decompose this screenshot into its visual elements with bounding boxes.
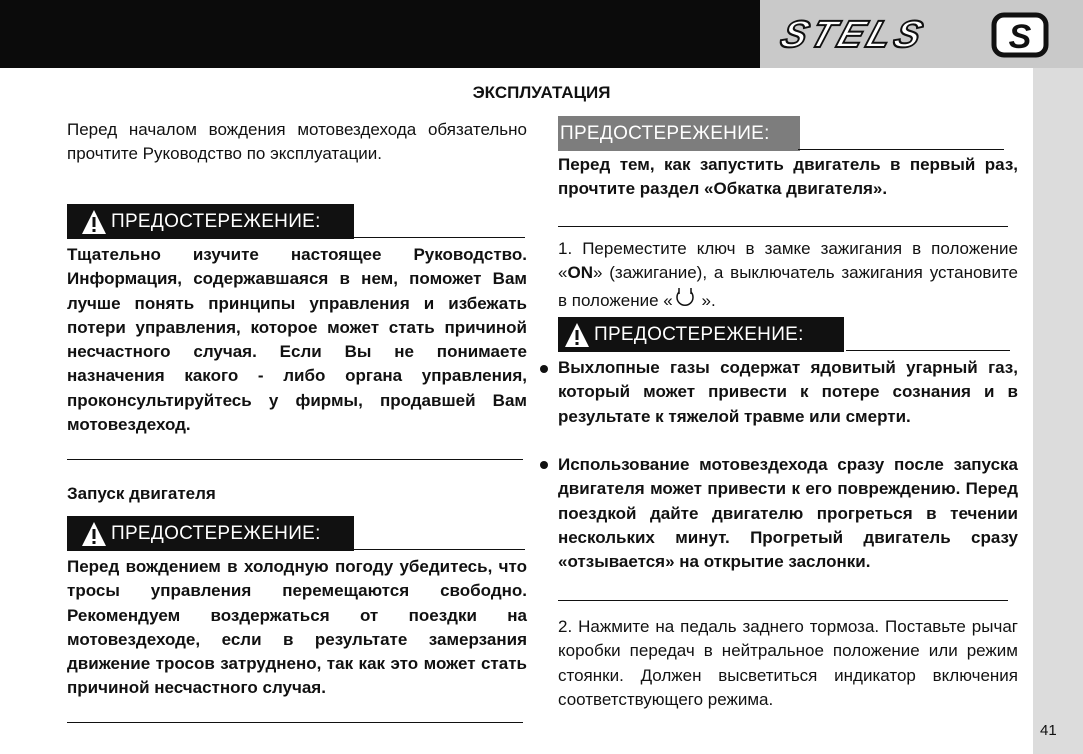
warning-triangle-icon <box>81 521 107 547</box>
section-title: ЭКСПЛУАТАЦИЯ <box>472 83 611 102</box>
bullet-icon <box>540 365 548 373</box>
warning-triangle-icon <box>564 322 590 348</box>
warning-rule <box>354 237 525 238</box>
warning-label-box <box>67 204 354 239</box>
step-1-text: 1. Переместите ключ в замке зажигания в положение «ON» (зажигание), а выключатель зажигания установите в положение « ». <box>558 239 1018 310</box>
ignition-switch-icon <box>673 286 697 310</box>
bullet-icon <box>540 461 548 469</box>
warning-4-bullet-2: Использование мотовездехода сразу после запуска двигателя может привести к его повреждению. Перед поездкой дайте двигателю прогреться в течении нескольких минут. Прогретый двигатель сразу «отзывается» на открытие заслонки. <box>558 455 1018 572</box>
warning-block-2 <box>67 516 525 551</box>
header-bar <box>0 0 760 68</box>
warning-3-text: Перед тем, как запустить двигатель в первый раз, прочтите раздел «Обкатка двигателя». <box>558 155 1018 199</box>
brand-badge-icon <box>990 12 1050 58</box>
warning-block-4 <box>558 317 1010 352</box>
divider <box>67 722 523 723</box>
on-position: ON <box>567 263 593 283</box>
warning-block-1 <box>67 204 525 239</box>
intro-paragraph: Перед началом вождения мотовездехода обязательно прочтите Руководство по эксплуатации. <box>67 120 527 164</box>
warning-block-3 <box>558 116 1006 151</box>
warning-label: ПРЕДОСТЕРЕЖЕНИЕ: <box>111 522 321 544</box>
warning-rule <box>354 549 525 550</box>
subheading-engine-start: Запуск двигателя <box>67 484 216 503</box>
page-number: 41 <box>1040 722 1057 739</box>
warning-4-bullet-1: Выхлопные газы содержат ядовитый угарный газ, который может привести к потере сознания и в результате к тяжелой травме или смерти. <box>558 358 1018 426</box>
warning-label: ПРЕДОСТЕРЕЖЕНИЕ: <box>560 122 770 144</box>
warning-label: ПРЕДОСТЕРЕЖЕНИЕ: <box>594 323 804 345</box>
warning-1-text: Тщательно изучите настоящее Руководство. Информация, содержавшаяся в нем, поможет Вам лучше понять принципы управления и избежать потери управления, которое может стать причиной несчастного случая. Если Вы не понимаете назначения какого - либо органа управления, проконсультируйтесь у фирмы, продавшей Вам мотовездеход. <box>67 245 527 435</box>
divider <box>558 600 1008 601</box>
warning-label-box <box>558 317 844 352</box>
brand-logo: STELS <box>775 14 932 56</box>
warning-rule <box>846 350 1010 351</box>
svg-text:S: S <box>1008 18 1032 56</box>
divider <box>558 226 1008 227</box>
divider <box>67 459 523 460</box>
warning-label-box <box>558 116 800 151</box>
warning-rule <box>798 149 1004 150</box>
step-2-text: 2. Нажмите на педаль заднего тормоза. Поставьте рычаг коробки передач в нейтральное положение или режим стоянки. Должен высветиться индикатор включения соответствующего режима. <box>558 617 1018 709</box>
warning-label: ПРЕДОСТЕРЕЖЕНИЕ: <box>111 210 321 232</box>
warning-triangle-icon <box>81 209 107 235</box>
warning-label-box <box>67 516 354 551</box>
side-strip <box>1033 68 1083 754</box>
warning-2-text: Перед вождением в холодную погоду убедитесь, что тросы управления перемещаются свободно. Рекомендуем воздержаться от поездки на мотовездеходе, если в результате замерзания движение тросов затруднено, так как это может стать причиной несчастного случая. <box>67 557 527 698</box>
